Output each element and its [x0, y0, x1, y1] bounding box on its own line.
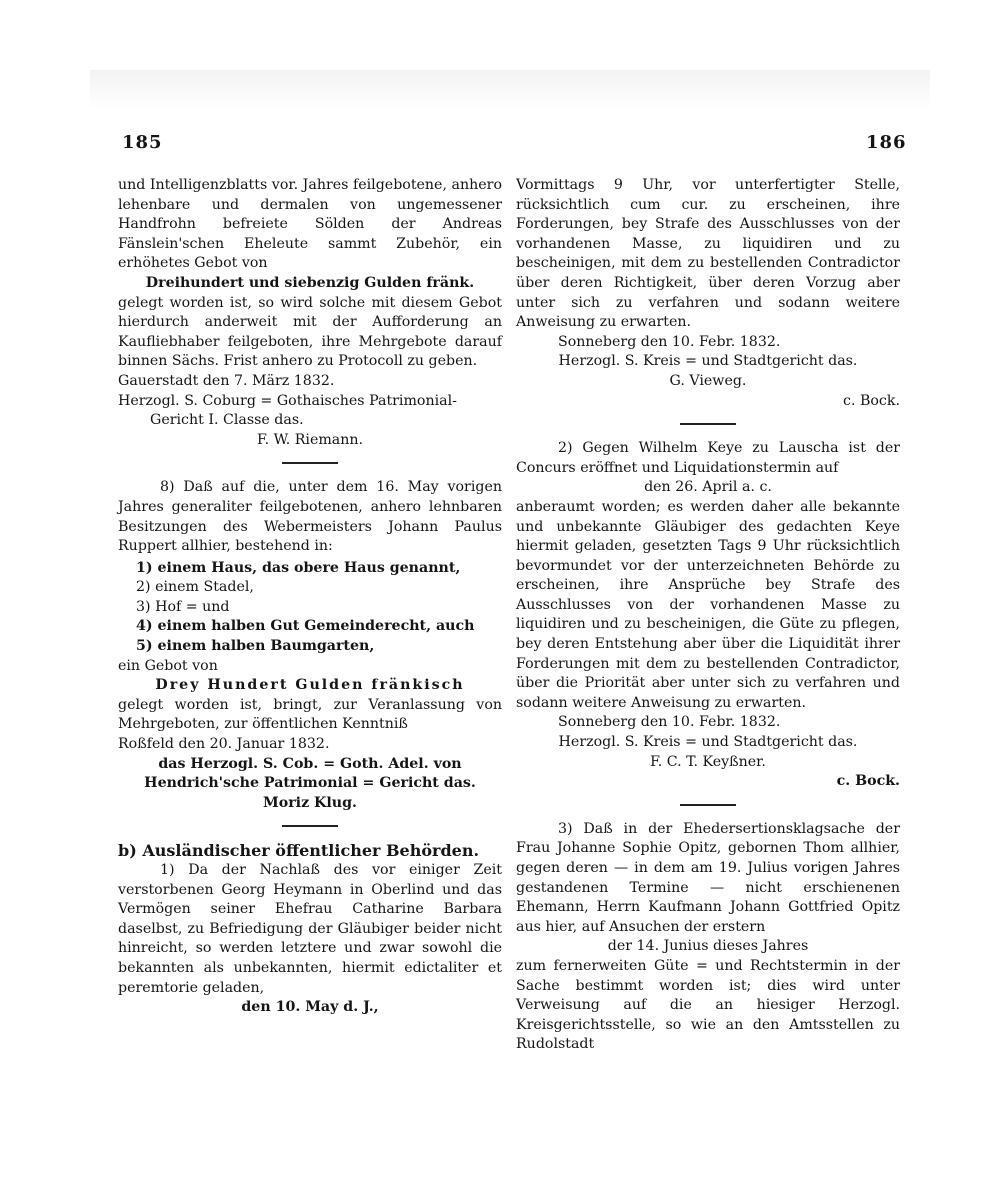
signature: F. C. T. Keyßner. — [650, 753, 766, 770]
property-item: 4) einem halben Gut Gemeinderecht, auch — [136, 618, 475, 635]
section-divider — [680, 804, 736, 806]
court-name: Herzogl. S. Kreis = und Stadtgericht das. — [558, 353, 858, 370]
court-name: Herzogl. S. Kreis = und Stadtgericht das. — [558, 734, 858, 751]
place-date: Sonneberg den 10. Febr. 1832. — [558, 714, 781, 731]
appointment-date: der 14. Junius dieses Jahres — [607, 938, 809, 955]
appointment-date: den 10. May d. J., — [241, 999, 379, 1016]
bid-amount: Dreihundert und siebenzig Gulden fränk. — [145, 274, 475, 291]
notice-3-intro: 3) Daß in der Ehedersertionsklagsache der Frau Johanne Sophie Opitz, gebornen Thom allhier, gegen deren — in dem am 19. Julius vorigen Jahres gestandenen Termine — nicht erschienenen Ehemann, Herrn Kaufmann Johann Gottfried Opitz aus hier, auf Ansuchen der erstern — [516, 820, 900, 935]
bid-amount: Drey Hundert Gulden fränkisch — [155, 677, 465, 694]
notice-2-intro: 2) Gegen Wilhelm Keye zu Lauscha ist der Concurs eröffnet und Liquidationstermin auf — [516, 440, 900, 476]
continued-paragraph: und Intelligenzblatts vor. Jahres feilgebotene, anhero lehenbare und dermalen von ungemessener Handfrohn befreiete Sölden der Andreas Fänslein'schen Eheleute sammt Zubehör, ein erhöhetes Gebot von — [118, 177, 502, 272]
property-item: 5) einem halben Baumgarten, — [136, 638, 375, 655]
court-name: das Herzogl. S. Cob. = Goth. Adel. von Hendrich'sche Patrimonial = Gericht das. — [144, 755, 476, 792]
place-date: Roßfeld den 20. Januar 1832. — [118, 736, 330, 753]
notice-8-intro: 8) Daß auf die, unter dem 16. May vorigen Jahres generaliter feilgebotenen, anhero lehnbaren Besitzungen des Webermeisters Johann Paulus Ruppert allhier, bestehend in: — [118, 479, 502, 555]
continued-paragraph: Vormittags 9 Uhr, vor unterfertigter Stelle, rücksichtlich cum cur. zu erscheinen, ihre Forderungen, bey Strafe des Ausschlusses von der vorhandenen Masse, zu liquidiren und zu bescheinigen, mit dem zu bestellenden Contradictor über deren Richtigkeit, über deren Vorzug aber unter sich zu verfahren und sodann weitere Anweisung zu erwarten. — [516, 177, 900, 331]
right-column — [516, 176, 900, 1055]
section-divider — [282, 462, 338, 464]
bid-intro: ein Gebot von — [118, 657, 218, 674]
signature: F. W. Riemann. — [256, 431, 364, 448]
appointment-date: den 26. April a. c. — [644, 479, 772, 496]
scan-shadow — [90, 70, 930, 110]
court-name: Herzogl. S. Coburg = Gothaisches Patrimonial- Gericht I. Classe das. — [118, 392, 457, 429]
section-divider — [282, 825, 338, 827]
property-item: 3) Hof = und — [136, 598, 230, 615]
signature-secondary: c. Bock. — [836, 773, 900, 790]
section-divider — [680, 423, 736, 425]
place-date: Sonneberg den 10. Febr. 1832. — [558, 333, 781, 350]
left-column — [118, 176, 502, 1018]
signature-secondary: c. Bock. — [843, 392, 900, 409]
page-number-left: 185 — [122, 132, 163, 153]
property-item: 2) einem Stadel, — [136, 579, 254, 596]
property-list — [136, 559, 502, 657]
page-number-right: 186 — [866, 132, 907, 153]
notice-3-paragraph: zum fernerweiten Güte = und Rechtstermin in der Sache bestimmt worden ist; dies wird unter Verweisung auf die an hiesiger Herzogl. Kreisgerichtsstelle, so wie an den Amtsstellen zu Rudolstadt — [516, 957, 900, 1053]
section-heading: b) Ausländischer öffentlicher Behörden. — [118, 841, 480, 861]
property-item: 1) einem Haus, das obere Haus genannt, — [136, 559, 461, 576]
notice-1-paragraph: 1) Da der Nachlaß des vor einiger Zeit verstorbenen Georg Heymann in Oberlind und das Vermögen seiner Ehefrau Catharine Barbara daselbst, zu Befriedigung der Gläubiger beider nicht hinreicht, so werden letztere und zwar sowohl die bekannten als unbekannten, hiermit edictaliter et peremtorie geladen, — [118, 862, 502, 996]
signature: G. Vieweg. — [669, 372, 747, 389]
bid-paragraph: gelegt worden ist, so wird solche mit diesem Gebot hierdurch anderweit mit der Aufforderung an Kaufliebhaber feilgeboten, ihre Mehrgebote darauf binnen Sächs. Frist anhero zu Protocoll zu geben. — [118, 294, 502, 370]
signature: Moriz Klug. — [263, 794, 357, 811]
place-date: Gauerstadt den 7. März 1832. — [118, 372, 335, 389]
notice-2-paragraph: anberaumt worden; es werden daher alle bekannte und unbekannte Gläubiger des gedachten Keye hiermit geladen, gesetzten Tags 9 Uhr rücksichtlich bevormundet vor der unterzeichneten Behörde zu erscheinen, ihre Ansprüche bey Strafe des Ausschlusses von der vorhandenen Masse zu liquidiren und zu bescheinigen, die Güte zu pflegen, bey deren Entstehung aber über die Liquidität ihrer Forderungen mit dem zu bestellenden Contradictor, über die Priorität aber unter sich zu verfahren und sodann weitere Anweisung zu erwarten. — [516, 498, 900, 711]
bid-paragraph: gelegt worden ist, bringt, zur Veranlassung von Mehrgeboten, zur öffentlichen Kenntniß — [118, 696, 502, 733]
